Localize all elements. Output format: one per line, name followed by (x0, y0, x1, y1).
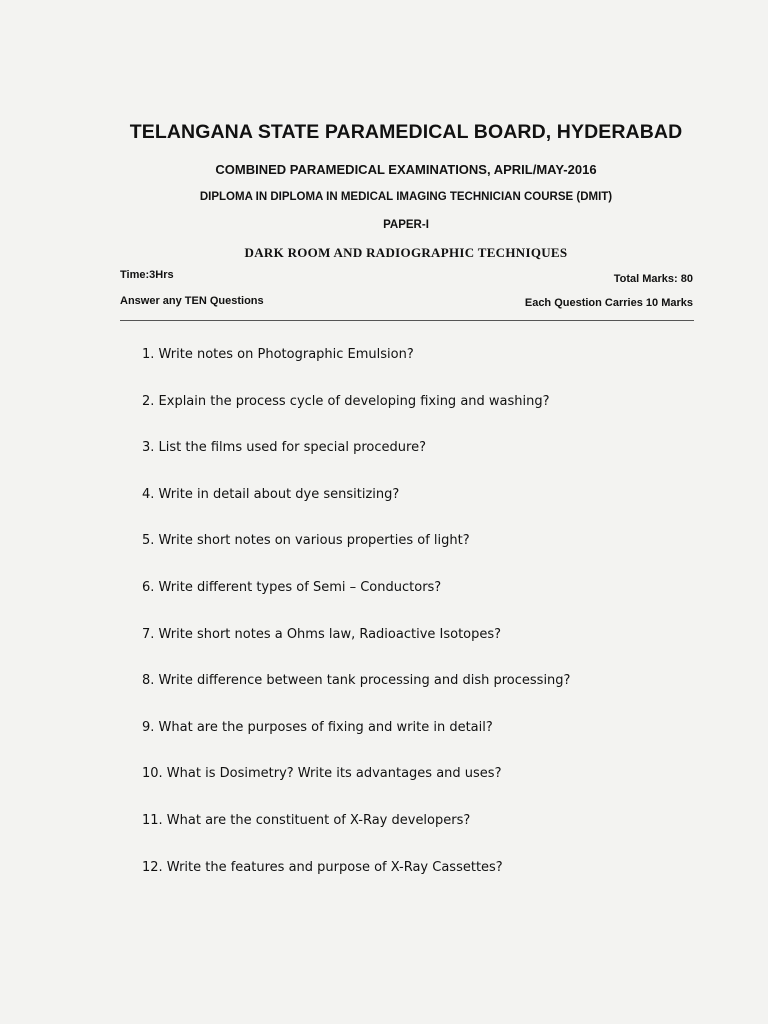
question-item: 11. What are the constituent of X-Ray developers? (142, 812, 471, 828)
subject-title: DARK ROOM AND RADIOGRAPHIC TECHNIQUES (244, 245, 568, 260)
question-item: 9. What are the purposes of fixing and write in detail? (142, 719, 493, 735)
question-item: 5. Write short notes on various properties of light? (142, 533, 470, 549)
question-item: 4. Write in detail about dye sensitizing? (142, 486, 400, 502)
answer-instruction: Answer any TEN Questions (120, 295, 264, 307)
marks-per-question: Each Question Carries 10 Marks (524, 297, 693, 309)
question-item: 3. List the films used for special procedure? (142, 440, 426, 456)
question-item: 2. Explain the process cycle of developing fixing and washing? (142, 393, 550, 409)
total-marks: Total Marks: 80 (613, 273, 693, 285)
board-title: TELANGANA STATE PARAMEDICAL BOARD, HYDERABAD (129, 121, 683, 143)
question-item: 8. Write difference between tank processing and dish processing? (142, 673, 571, 689)
question-item: 1. Write notes on Photographic Emulsion? (142, 347, 414, 362)
question-item: 12. Write the features and purpose of X-Ray Cassettes? (142, 859, 503, 875)
question-item: 6. Write different types of Semi – Conductors? (142, 579, 442, 595)
question-item: 10. What is Dosimetry? Write its advantages and uses? (142, 766, 502, 782)
course-name: DIPLOMA IN DIPLOMA IN MEDICAL IMAGING TECHNICIAN COURSE (DMIT) (199, 191, 613, 203)
time-allowed: Time:3Hrs (120, 269, 174, 281)
question-item: 7. Write short notes a Ohms law, Radioactive Isotopes? (142, 626, 502, 642)
paper-number: PAPER-I (383, 219, 429, 231)
question-list (142, 345, 570, 904)
exam-name: COMBINED PARAMEDICAL EXAMINATIONS, APRIL/MAY-2016 (215, 162, 597, 177)
header-divider (120, 320, 694, 321)
